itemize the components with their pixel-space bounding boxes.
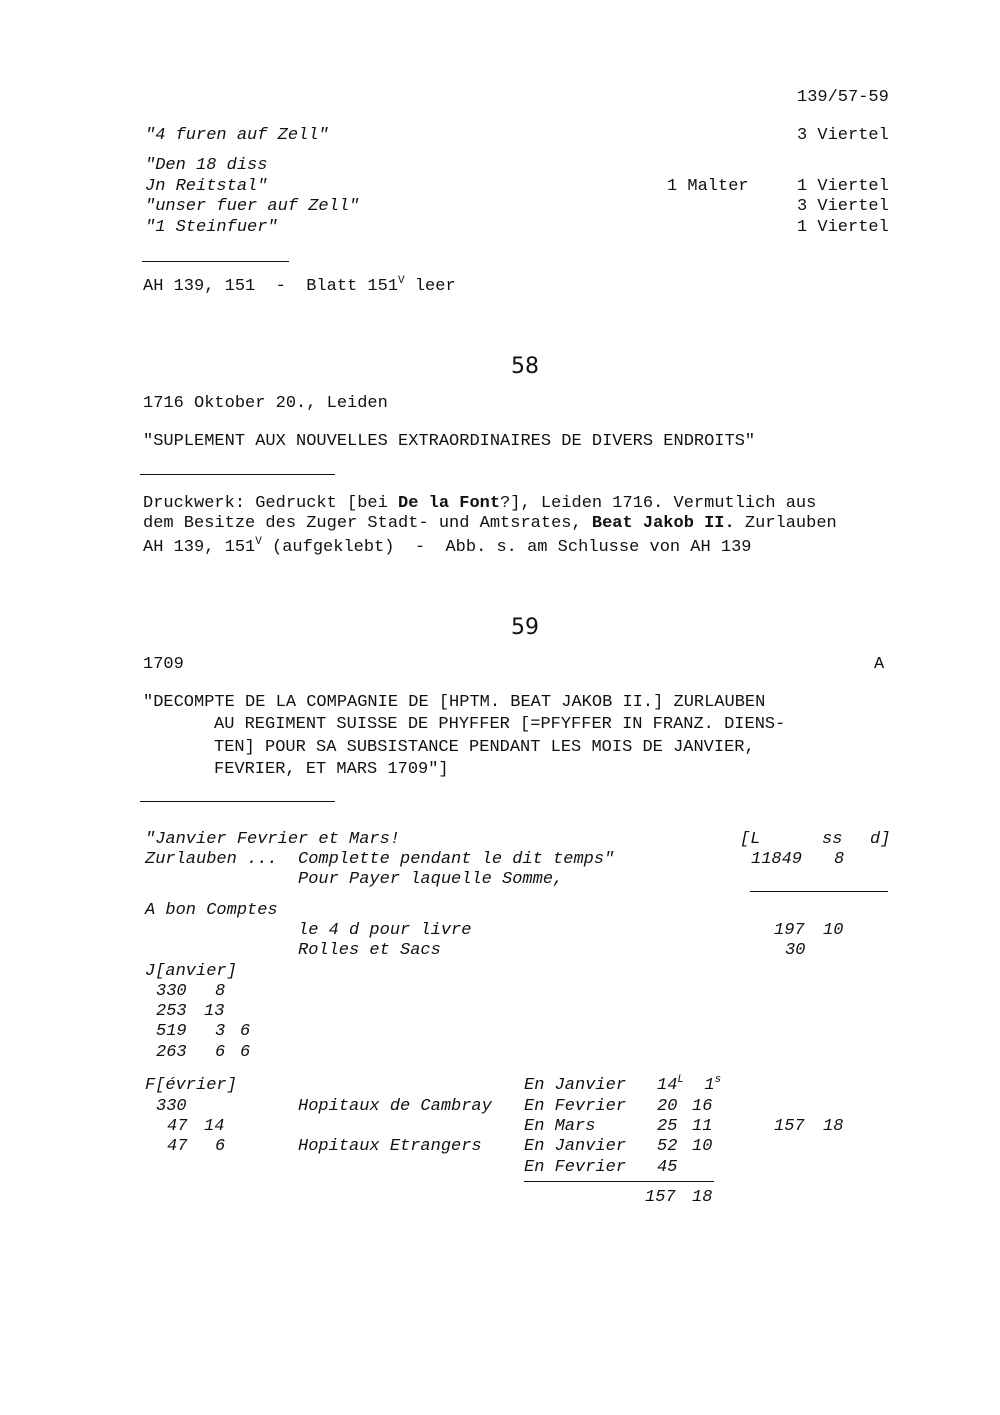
entry-title-59-line: TEN] POUR SA SUBSISTANCE PENDANT LES MOIS DE JANVIER, (214, 738, 755, 757)
grain-line-text: "4 furen auf Zell" (145, 126, 329, 145)
janvier-row: 253 (156, 1002, 187, 1021)
janvier-row: 13 (204, 1002, 225, 1021)
account-item: Rolles et Sacs (298, 941, 441, 960)
hospital-month: En Janvier (524, 1076, 627, 1095)
hospital-month: En Fevrier (524, 1097, 627, 1116)
account-desc: Pour Payer laquelle Somme, (298, 870, 564, 889)
sum-rule (524, 1181, 714, 1182)
hospital-month-ss: 10 (692, 1137, 713, 1156)
hospital-month: En Mars (524, 1117, 596, 1136)
fevrier-row: 14 (204, 1117, 225, 1136)
janvier-row: 6 (215, 1043, 226, 1062)
janvier-row: 519 (156, 1022, 187, 1041)
hospital-month: En Janvier (524, 1137, 627, 1156)
note-line: Druckwerk: Gedruckt [bei De la Font?], Leiden 1716. Vermutlich aus (143, 494, 817, 513)
account-item: le 4 d pour livre (298, 921, 472, 940)
col-header-d: d] (870, 830, 891, 849)
hospital-label: Hopitaux de Cambray (298, 1097, 492, 1116)
account-desc: Complette pendant le dit temps" (298, 850, 615, 869)
hospital-month-L: 25 (657, 1117, 678, 1136)
hospital-month-L: 20 (657, 1097, 678, 1116)
amount-ss: 18 (823, 1117, 844, 1136)
fevrier-row: 47 (167, 1117, 188, 1136)
note-line: AH 139, $151^V$ (aufgeklebt) - Abb. s. am Schlusse von AH 139 (143, 536, 752, 557)
amount-L: 197 (774, 921, 805, 940)
divider-rule (140, 474, 335, 475)
account-section: A bon Comptes (145, 901, 278, 920)
grain-line-text: Jn Reitstal" (145, 177, 268, 196)
amount-ss: 10 (823, 921, 844, 940)
amount-L: 11849 (751, 850, 803, 869)
grain-line-viertel: 3 Viertel (797, 126, 889, 145)
janvier-row: 330 (156, 982, 187, 1001)
month-label-fevrier: F[évrier] (145, 1076, 237, 1095)
fevrier-row: 6 (215, 1137, 226, 1156)
entry-title-59-line: FEVRIER, ET MARS 1709"] (214, 760, 449, 779)
account-name: Zurlauben ... (145, 850, 278, 869)
grain-line-viertel: 1 Viertel (797, 218, 889, 237)
amount-L: 157 (774, 1117, 805, 1136)
grain-line-malter: 1 Malter (667, 177, 749, 196)
month-label-janvier: J[anvier] (145, 962, 237, 981)
grain-line-viertel: 1 Viertel (797, 177, 889, 196)
col-header-L: [L (740, 830, 761, 849)
page-reference: 139/57-59 (797, 88, 889, 107)
amount-L: 30 (785, 941, 806, 960)
hospital-label: Hopitaux Etrangers (298, 1137, 482, 1156)
entry-date-59: 1709 (143, 655, 184, 674)
divider-rule (142, 261, 289, 262)
hospital-month-L: 52 (657, 1137, 678, 1156)
entry-number-58: 58 (511, 354, 539, 379)
col-header-ss: ss (822, 830, 843, 849)
janvier-row: 263 (156, 1043, 187, 1062)
grain-line-text: "unser fuer auf Zell" (145, 197, 360, 216)
hospital-sum-ss: 18 (692, 1188, 713, 1207)
sum-rule (750, 891, 888, 892)
hospital-month-ss: 11 (692, 1117, 713, 1136)
entry-date-58: 1716 Oktober 20., Leiden (143, 394, 388, 413)
entry-number-59: 59 (511, 615, 539, 640)
divider-rule (140, 801, 335, 802)
hospital-month-ss: 16 (692, 1097, 713, 1116)
source-note-57: AH 139, 151 - Blatt $151^V$ leer (143, 275, 456, 296)
hospital-month: En Fevrier (524, 1158, 627, 1177)
entry-title-59-line: "DECOMPTE DE LA COMPAGNIE DE [HPTM. BEAT JAKOB II.] ZURLAUBEN (143, 693, 766, 712)
fevrier-row: 330 (156, 1097, 187, 1116)
janvier-row: 6 (240, 1043, 251, 1062)
grain-line-viertel: 3 Viertel (797, 197, 889, 216)
hospital-sum-L: 157 (645, 1188, 676, 1207)
janvier-row: 8 (215, 982, 226, 1001)
grain-line-text: "Den 18 diss (145, 156, 268, 175)
entry-title-58: "SUPLEMENT AUX NOUVELLES EXTRAORDINAIRES DE DIVERS ENDROITS" (143, 432, 756, 451)
fevrier-row: 47 (167, 1137, 188, 1156)
grain-line-text: "1 Steinfuer" (145, 218, 278, 237)
account-header: "Janvier Fevrier et Mars! (145, 830, 401, 849)
amount-ss: 8 (834, 850, 845, 869)
janvier-row: 3 (215, 1022, 226, 1041)
entry-title-59-line: AU REGIMENT SUISSE DE PHYFFER [=PFYFFER IN FRANZ. DIENS- (214, 715, 786, 734)
note-line: dem Besitze des Zuger Stadt- und Amtsrates, Beat Jakob II. Zurlauben (143, 514, 837, 533)
hospital-month-L: 45 (657, 1158, 678, 1177)
janvier-row: 6 (240, 1022, 251, 1041)
entry-marker: A (874, 655, 885, 674)
hospital-month-amount: $14^L$ 1$^s$ (657, 1074, 722, 1095)
